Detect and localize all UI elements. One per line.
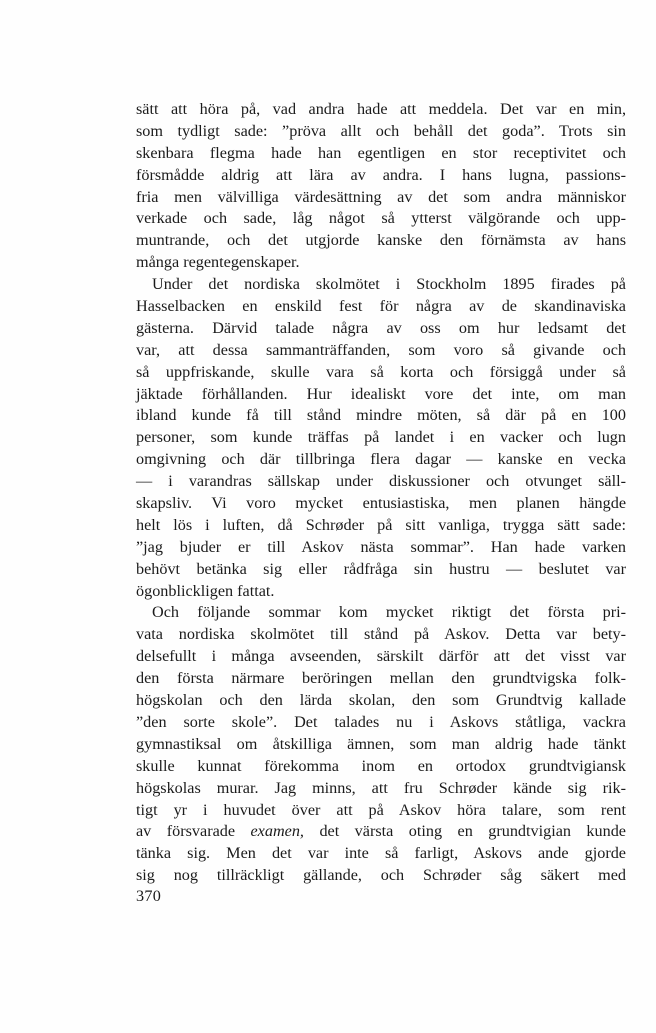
text-line: gästerna. Därvid talade några av oss om hur ledsamt det bbox=[136, 318, 626, 337]
text-line bbox=[136, 821, 626, 843]
text-line: den första närmare beröringen mellan den grundtvigska folk- bbox=[136, 669, 626, 688]
text-line: högskolan och den lärda skolan, den som Grundtvig kallade bbox=[136, 691, 626, 710]
text-line: helt lös i luften, då Schrøder på sitt vanliga, trygga sätt sade: bbox=[136, 515, 626, 534]
text-line: Under det nordiska skolmötet i Stockholm 1895 firades på bbox=[152, 275, 626, 294]
text-line: ögonblickligen fattat. bbox=[136, 581, 275, 600]
text-line: — i varandras sällskap under diskussioner och otvunget säll- bbox=[136, 472, 626, 491]
text-line: skapsliv. Vi voro mycket entusiastiska, men planen hängde bbox=[136, 494, 626, 513]
text-line: Och följande sommar kom mycket riktigt det första pri- bbox=[152, 603, 626, 622]
text-line: ibland kunde få till stånd mindre möten, så där på en 100 bbox=[136, 406, 626, 425]
body-text bbox=[136, 99, 626, 887]
text-line-segment: det värsta oting en grundtvigian kunde bbox=[303, 822, 626, 841]
italic-word: examen, bbox=[250, 822, 304, 841]
text-line: verkade och sade, låg något så ytterst välgörande och upp- bbox=[136, 209, 626, 228]
text-line: muntrande, och det utgjorde kanske den förnämsta av hans bbox=[136, 231, 626, 250]
text-line: sätt att höra på, vad andra hade att meddela. Det var en min, bbox=[136, 100, 626, 118]
text-line: fria men välvilliga värdesättning av det som andra människor bbox=[136, 187, 626, 206]
text-line: tänka sig. Men det var inte så farligt, Askovs ande gjorde bbox=[136, 844, 626, 863]
text-line: gymnastiksal om åtskilliga ämnen, som man aldrig hade tänkt bbox=[136, 734, 626, 753]
text-line: skulle kunnat förekomma inom en ortodox grundtvigiansk bbox=[136, 756, 626, 775]
text-line: delsefullt i många avseenden, särskilt därför att det visst var bbox=[136, 647, 626, 666]
text-line: jäktade förhållanden. Hur idealiskt vore det inte, om man bbox=[136, 384, 626, 403]
text-line: var, att dessa sammanträffanden, som voro så givande och bbox=[136, 340, 626, 359]
text-line: sig nog tillräckligt gällande, och Schrøder såg säkert med bbox=[136, 866, 626, 885]
text-line: många regentegenskaper. bbox=[136, 253, 300, 272]
text-line: ”den sorte skole”. Det talades nu i Askovs ståtliga, vackra bbox=[136, 712, 626, 731]
text-line: tigt yr i huvudet över att på Askov höra talare, som rent bbox=[136, 800, 626, 819]
text-line: behövt betänka sig eller rådfråga sin hustru — beslutet var bbox=[136, 559, 626, 578]
text-line: Hasselbacken en enskild fest för några av de skandinaviska bbox=[136, 297, 626, 316]
text-line: personer, som kunde träffas på landet i en vacker och lugn bbox=[136, 428, 626, 447]
text-line: försmådde aldrig att lära av andra. I hans lugna, passions- bbox=[136, 165, 626, 184]
text-line: som tydligt sade: ”pröva allt och behåll det goda”. Trots sin bbox=[136, 121, 626, 140]
text-line: skenbara flegma hade han egentligen en stor receptivitet och bbox=[136, 143, 626, 162]
text-line: vata nordiska skolmötet till stånd på Askov. Detta var bety- bbox=[136, 625, 626, 644]
text-line: ”jag bjuder er till Askov nästa sommar”. Han hade varken bbox=[136, 537, 626, 556]
page-number: 370 bbox=[136, 887, 162, 905]
text-line: högskolas murar. Jag minns, att fru Schrøder kände sig rik- bbox=[136, 778, 626, 797]
text-line-segment: av försvarade bbox=[136, 822, 251, 841]
text-line: omgivning och där tillbringa flera dagar — kanske en vecka bbox=[136, 450, 626, 469]
text-line: så uppfriskande, skulle vara så korta och försiggå under så bbox=[136, 362, 626, 381]
